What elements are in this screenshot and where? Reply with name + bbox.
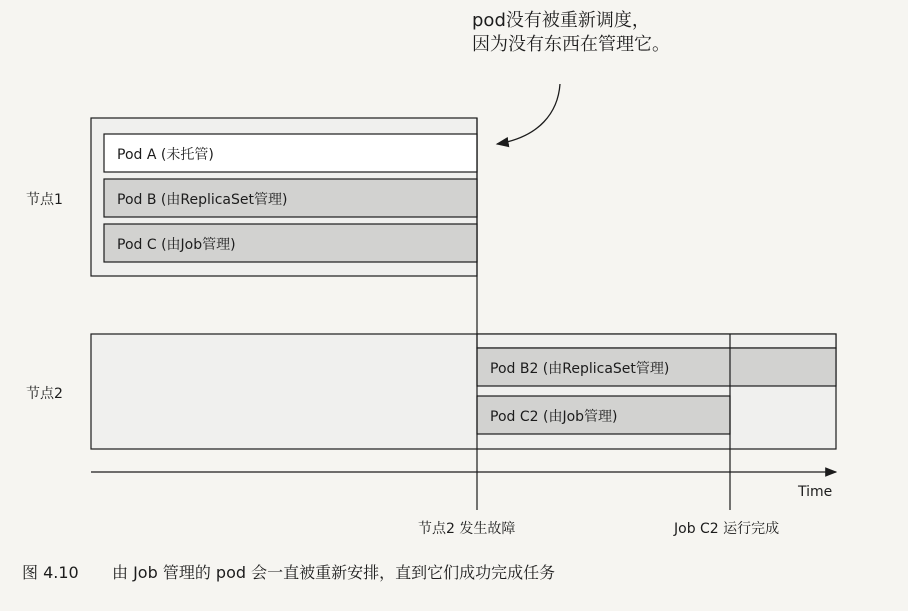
time-axis-label: Time [798, 484, 833, 500]
node2-failure-label: 节点2 发生故障 [418, 521, 516, 537]
figure-number: 图 4.10 [22, 563, 79, 582]
pod-a-label: Pod A (未托管) [117, 147, 214, 163]
node1-label: 节点1 [26, 192, 63, 208]
annotation-line-2: 因为没有东西在管理它。 [472, 34, 670, 55]
annotation-arrow [497, 84, 560, 144]
pod-c2-label: Pod C2 (由Job管理) [490, 409, 618, 425]
node2-top-strip [477, 334, 836, 348]
figure-caption: 由 Job 管理的 pod 会一直被重新安排，直到它们成功完成任务 [112, 563, 556, 582]
pod-b-label: Pod B (由ReplicaSet管理) [117, 192, 288, 208]
node2-label: 节点2 [26, 386, 63, 402]
pod-c-label: Pod C (由Job管理) [117, 237, 236, 253]
pod-b2-label: Pod B2 (由ReplicaSet管理) [490, 361, 670, 377]
annotation-line-1: pod没有被重新调度， [472, 10, 650, 31]
job-c2-complete-label: Job C2 运行完成 [674, 521, 780, 537]
